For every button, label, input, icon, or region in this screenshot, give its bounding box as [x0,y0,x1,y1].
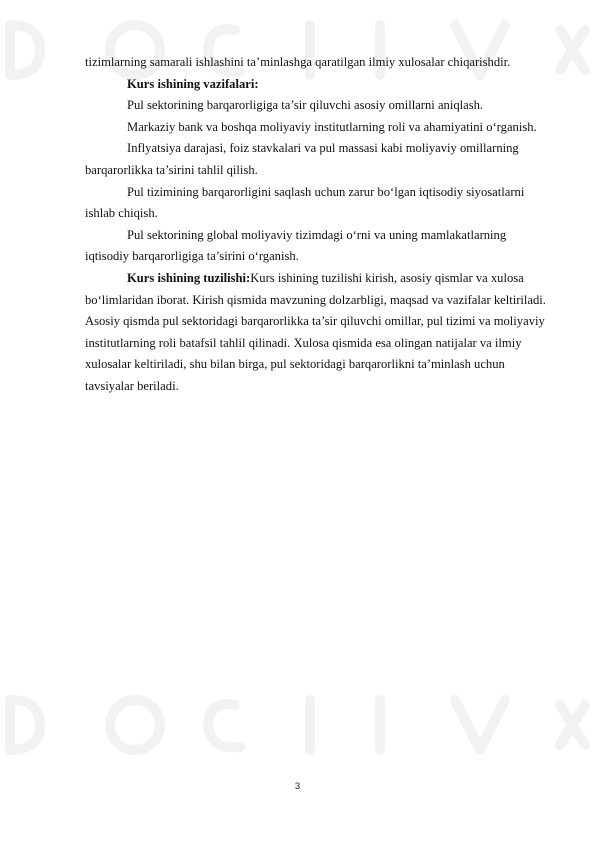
task-item-3: Inflyatsiya darajasi, foiz stavkalari va pul massasi kabi moliyaviy omillarning barqarorlikka ta’sirini tahlil qilish. [85,141,519,177]
structure-text: Kurs ishining tuzilishi kirish, asosiy qismlar va xulosa bo‘limlaridan iborat. Kirish qismida mavzuning dolzarbligi, maqsad va vazifalar keltiriladi. Asosiy qismda pul sektoridagi barqarorlikka ta’sir qiluvchi omillar, pul tizimi va moliyaviy institutlarning roli batafsil tahlil qilinadi. Xulosa qismida esa olingan natijalar va ilmiy xulosalar keltiriladi, shu bilan birga, pul sektoridagi barqarorlikni ta’minlash uchun tavsiyalar beriladi. [85,270,546,393]
task-item-2: Markaziy bank va boshqa moliyaviy institutlarning roli va ahamiyatini o‘rganish. [127,119,537,134]
structure-paragraph [85,268,551,398]
intro-continuation-paragraph: tizimlarning samarali ishlashini ta’minlashga qaratilgan ilmiy xulosalar chiqarishdir. [85,55,511,69]
document-body [85,52,551,398]
task-item-5: Pul sektorining global moliyaviy tizimdagi o‘rni va uning mamlakatlarning iqtisodiy barqarorligiga ta’sirini o‘rganish. [85,227,507,264]
task-item-4: Pul tizimining barqarorligini saqlash uchun zarur bo‘lgan iqtisodiy siyosatlarni ishlab chiqish. [85,184,525,221]
tasks-heading: Kurs ishining vazifalari: [127,76,259,91]
task-item-1: Pul sektorining barqarorligiga ta’sir qiluvchi asosiy omillarni aniqlash. [127,98,484,113]
page-number: 3 [294,781,301,792]
structure-heading: Kurs ishining tuzilishi: [127,270,251,285]
